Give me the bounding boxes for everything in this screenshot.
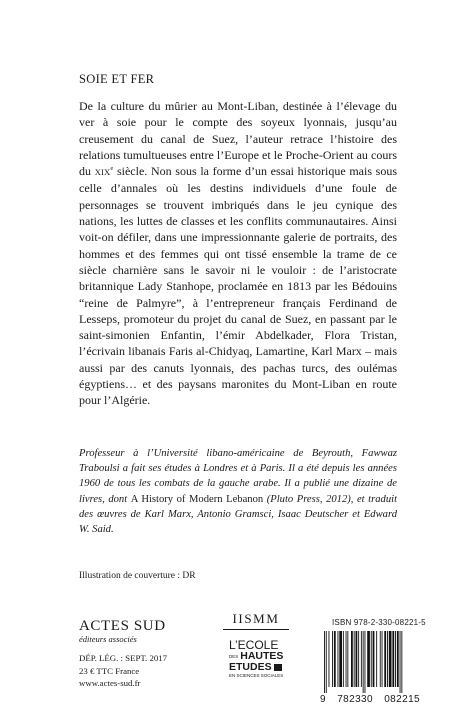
summary-text-part2: siècle. Non sous la forme d’un essai historique mais sous celle d’annales où les destins individuels d’une foule de personnages se trouvent imbriqués dans le jeu cynique des nations, les luttes de classes et les conflits communautaires. Ainsi voit-on défiler, dans une impressionnante galerie de portraits, des hommes et des femmes qui ont tissé ensemble la trame de ce siècle charnière sans le savoir ni le vouloir : de l’aristocrate britannique Lady Stanhope, proclamée en 1813 par les Bédouins “reine de Palmyre”, à l’entrepreneur français Ferdinand de Lesseps, promoteur du projet du canal de Suez, en passant par le saint-simonien Enfantin, l’émir Abdelkader, Flora Tristan, l’écrivain libanais Faris al-Chidyaq, Lamartine, Karl Marx – mais aussi par des canuts lyonnais, des pachas turcs, des oulémas égyptiens… et des paysans maronites du Mont-Liban en route pour l’Algérie. xyxy=(79,164,397,408)
book-summary xyxy=(79,98,397,409)
isbn-label: ISBN 978-2-330-08221-5 xyxy=(332,618,426,627)
ehess-line1: L’ECOLE xyxy=(229,638,279,652)
iismm-logo xyxy=(219,612,293,633)
cover-credit: Illustration de couverture : DR xyxy=(79,571,196,581)
ehess-row3 xyxy=(229,662,287,673)
barcode-icon xyxy=(320,631,420,701)
ehess-line3: ETUDES xyxy=(229,661,272,673)
publisher-website: www.actes-sud.fr xyxy=(79,678,141,688)
iismm-name: IISMM xyxy=(232,611,280,626)
summary-century-suffix: e xyxy=(110,165,114,173)
author-bio xyxy=(79,446,397,537)
bio-book-title: A History of Modern Lebanon xyxy=(130,493,264,505)
legal-deposit: DÉP. LÉG. : SEPT. 2017 xyxy=(79,653,168,663)
barcode-digit-first: 9 xyxy=(320,694,326,705)
price: 23 € TTC France xyxy=(79,665,140,676)
publisher-subtitle: éditeurs associés xyxy=(79,634,137,644)
ehess-line2: HAUTES xyxy=(240,650,284,662)
ehess-logo xyxy=(229,640,287,702)
barcode-digits xyxy=(320,694,420,705)
bio-text-part1: Professeur à l’Université libano-américaine de Beyrouth, Fawwaz Traboulsi a fait ses études à Londres et à Paris. Il a été depuis les années 1960 de tous les combats de la gauche arabe. Il a publié une dizaine de livres, dont xyxy=(79,448,397,505)
barcode-digits-group1: 782330 xyxy=(337,694,373,705)
publisher-name: ACTES SUD xyxy=(79,618,166,634)
publisher-logo xyxy=(79,618,166,644)
ehess-square-icon xyxy=(274,664,282,671)
legal-info xyxy=(79,652,167,690)
summary-century: XIX xyxy=(94,167,111,178)
bio-text-part2: (Pluto Press, 2012), et traduit des œuvres de Karl Marx, Antonio Gramsci, Isaac Deutscher et Edward W. Said. xyxy=(79,493,398,536)
barcode-digits-group2: 082215 xyxy=(384,694,420,705)
summary-text-part1: De la culture du mûrier au Mont-Liban, destinée à l’élevage du ver à soie pour le compte des soyeux lyonnais, jusqu’au creusement du canal de Suez, l’auteur retrace l’histoire des relations tumultueuses entre l’Europe et le Proche-Orient au cours du xyxy=(79,99,397,179)
ehess-small2: EN SCIENCES SOCIALES xyxy=(229,673,284,678)
iismm-rule xyxy=(223,629,289,630)
book-title: SOIE ET FER xyxy=(79,72,155,86)
ehess-small1: DES xyxy=(229,654,239,659)
